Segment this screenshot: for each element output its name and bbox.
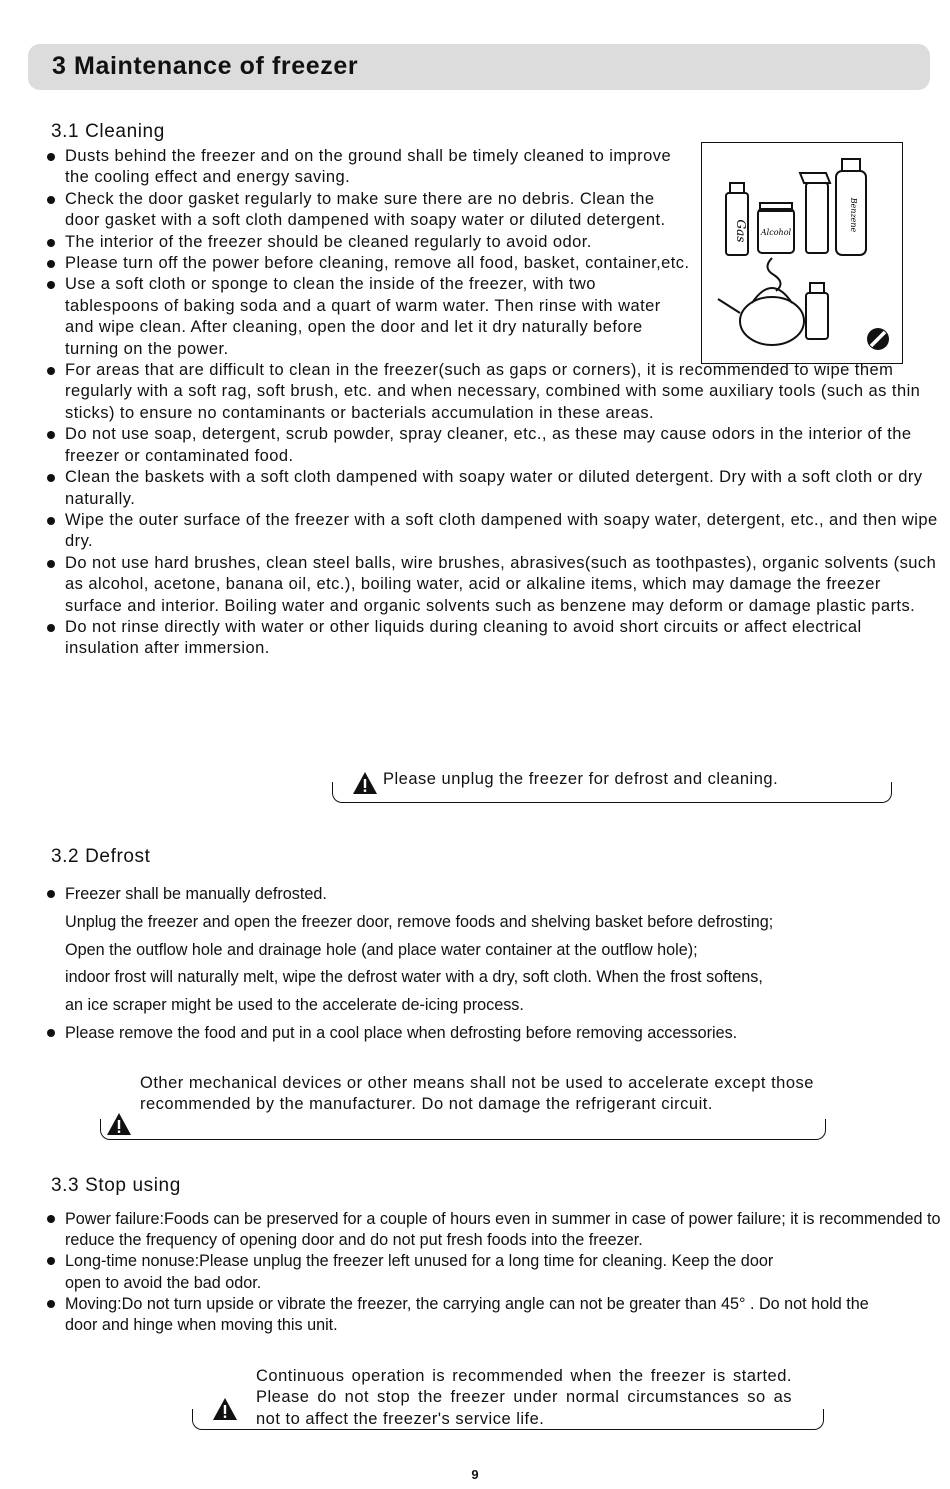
warning-text: Please unplug the freezer for defrost and cleaning.	[383, 770, 779, 788]
list-item: Do not use hard brushes, clean steel balls, wire brushes, abrasives(such as toothpastes), organic solvents (such as alcohol, acetone, banana oil, etc.), boiling water, acid or alkaline items, which may damage the freezer surface and interior. Boiling water and organic solvents such as benzene may deform or damage plastic parts.	[45, 553, 940, 617]
list-item: Please turn off the power before cleaning, remove all food, basket, container,etc.	[45, 253, 690, 274]
chemicals-drawing	[702, 143, 902, 363]
gas-label: Gas	[734, 219, 748, 243]
list-item: For areas that are difficult to clean in the freezer(such as gaps or corners), it is recommended to wipe them regularly with a soft rag, soft brush, etc. and when necessary, combined with some auxiliary tools (such as thin sticks) to ensure no contaminants or bacterials accumulation in these areas.	[45, 360, 940, 424]
stop-using-warning: Continuous operation is recommended when the freezer is started. Please do not stop the freezer under normal circumstances so as not to affect the freezer's service life.	[256, 1367, 792, 1428]
list-item: Wipe the outer surface of the freezer with a soft cloth dampened with soapy water, detergent, etc., and then wipe dry.	[45, 510, 940, 553]
warning-triangle-icon	[212, 1397, 238, 1421]
stop-using-title: 3.3 Stop using	[51, 1175, 181, 1196]
cleaning-title: 3.1 Cleaning	[51, 121, 165, 142]
list-item: Moving:Do not turn upside or vibrate the freezer, the carrying angle can not be greater than 45° . Do not hold the door and hinge when moving this unit.	[45, 1294, 905, 1336]
alcohol-label: Alcohol	[760, 228, 792, 237]
list-item: Power failure:Foods can be preserved for a couple of hours even in summer in case of power failure; it is recommended to reduce the frequency of opening door and do not put fresh foods into the freezer.	[45, 1209, 945, 1251]
list-item: Do not use soap, detergent, scrub powder, spray cleaner, etc., as these may cause odors in the interior of the freezer or contaminated food.	[45, 424, 940, 467]
defrost-list	[45, 881, 925, 1048]
page-title: 3 Maintenance of freezer	[52, 52, 359, 80]
list-item: Use a soft cloth or sponge to clean the inside of the freezer, with two tablespoons of baking soda and a quart of warm water. Then rinse with water and wipe clean. After cleaning, open the door and let it dry naturally before turning on the power.	[45, 274, 690, 360]
list-item: an ice scraper might be used to the accelerate de-icing process.	[65, 996, 524, 1015]
list-item: Open the outflow hole and drainage hole (and place water container at the outflow hole);	[65, 940, 698, 959]
section-header	[28, 44, 930, 90]
benzene-label: Benzene	[849, 197, 858, 233]
no-chemicals-icon	[867, 328, 889, 350]
list-item: The interior of the freezer should be cleaned regularly to avoid odor.	[45, 232, 940, 253]
warning-bracket	[100, 1119, 826, 1140]
page-number: 9	[471, 1467, 479, 1482]
defrost-warning-icon-wrap	[106, 1112, 132, 1141]
stop-warning-icon-wrap	[212, 1397, 238, 1426]
warning-triangle-icon	[106, 1112, 132, 1136]
stop-using-list	[45, 1209, 945, 1336]
list-item: Long-time nonuse:Please unplug the freezer left unused for a long time for cleaning. Keep the door open to avoid the bad odor.	[45, 1251, 785, 1293]
list-item: Dusts behind the freezer and on the ground shall be timely cleaned to improve the cooling effect and energy saving.	[45, 146, 690, 189]
list-item: Clean the baskets with a soft cloth dampened with soapy water or diluted detergent. Dry with a soft cloth or dry naturally.	[45, 467, 940, 510]
defrost-title: 3.2 Defrost	[51, 846, 151, 867]
list-item: Freezer shall be manually defrosted.	[45, 881, 925, 909]
list-item: Unplug the freezer and open the freezer door, remove foods and shelving basket before defrosting;	[65, 912, 774, 931]
warning-triangle-icon	[352, 771, 378, 795]
list-item: Please remove the food and put in a cool place when defrosting before removing accessories.	[45, 1020, 925, 1048]
list-item: Do not rinse directly with water or other liquids during cleaning to avoid short circuits or affect electrical insulation after immersion.	[45, 617, 940, 660]
list-item: indoor frost will naturally melt, wipe the defrost water with a dry, soft cloth. When the frost softens,	[65, 968, 763, 987]
chemicals-illustration	[701, 142, 903, 364]
list-item: Check the door gasket regularly to make sure there are no debris. Clean the door gasket with a soft cloth dampened with soapy water or diluted detergent.	[45, 189, 690, 232]
defrost-warning: Other mechanical devices or other means shall not be used to accelerate except those recommended by the manufacturer. Do not damage the refrigerant circuit.	[140, 1074, 814, 1114]
